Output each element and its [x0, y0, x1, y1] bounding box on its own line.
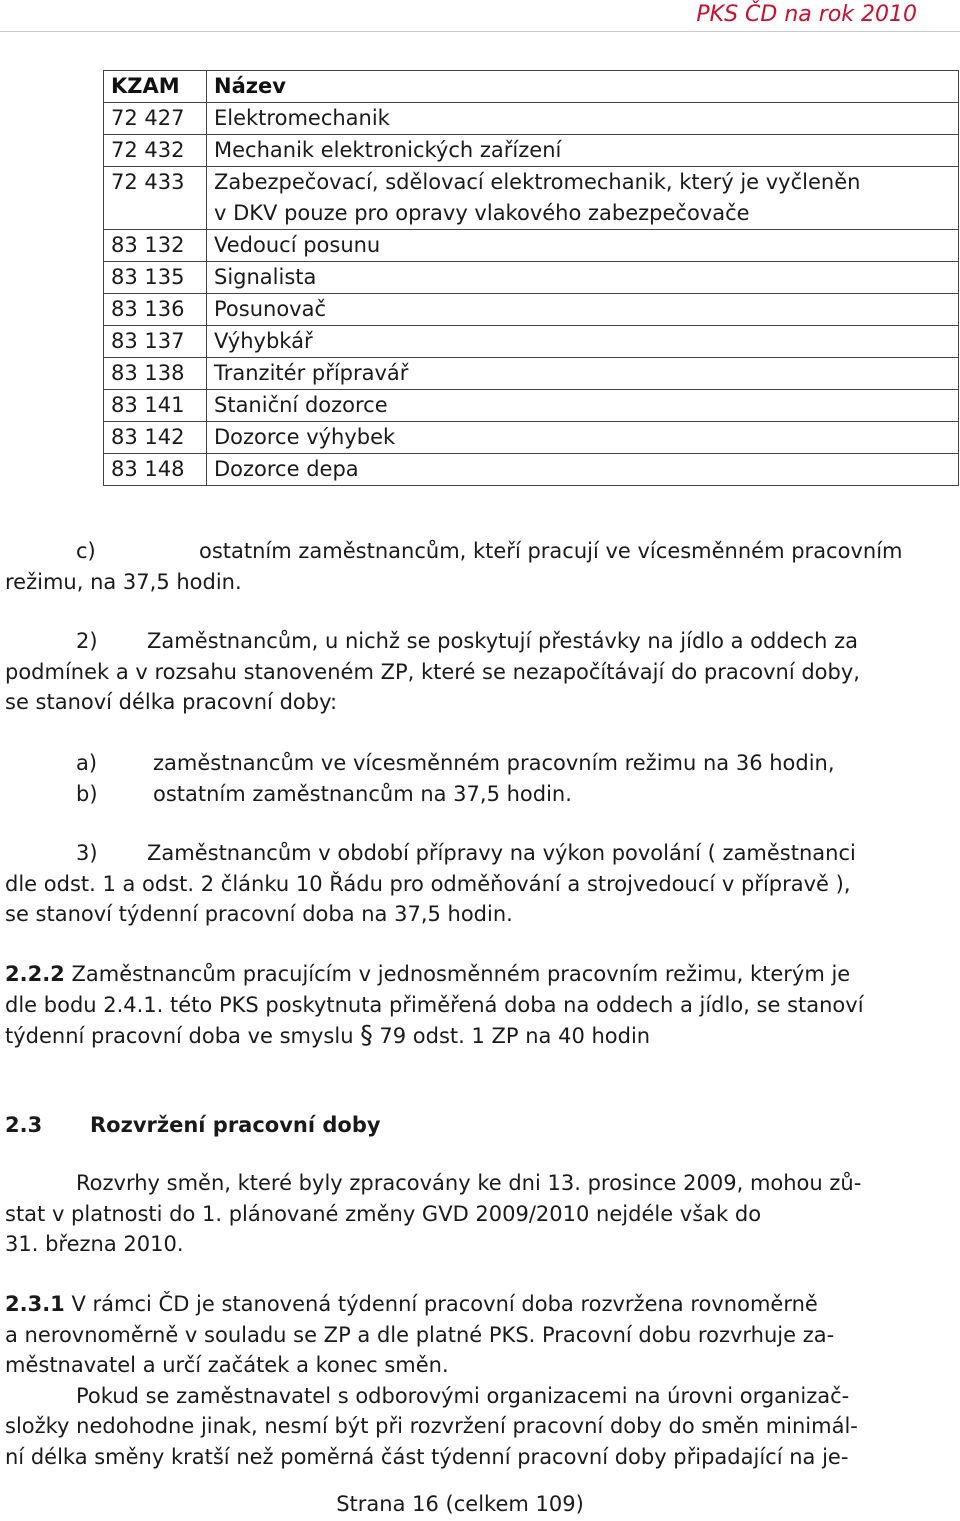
- a-label: a): [76, 751, 98, 775]
- s231-line5: složky nedohodne jinak, nesmí být při rozvržení pracovní doby do směn minimál-: [5, 1414, 858, 1438]
- cell-name: Vedoucí posunu: [207, 230, 959, 262]
- b-label: b): [76, 781, 98, 806]
- paragraph-c: [5, 536, 902, 597]
- cell-code: 83 148: [104, 454, 207, 486]
- cell-code: 72 433: [104, 167, 207, 230]
- cell-code: 83 142: [104, 422, 207, 454]
- cell-code: 83 141: [104, 390, 207, 422]
- cell-name: Elektromechanik: [207, 103, 959, 135]
- s23-number: 2.3: [5, 1113, 43, 1137]
- cell-name: [207, 167, 959, 230]
- c-line1: ostatním zaměstnancům, kteří pracují ve vícesměnném pracovním: [199, 539, 903, 563]
- table-row: [104, 262, 959, 294]
- table-row: [104, 230, 959, 262]
- p3-label: 3): [76, 841, 98, 865]
- s231-line3: městnavatel a určí začátek a konec směn.: [5, 1353, 449, 1377]
- page-header: [0, 0, 960, 30]
- cell-code: 83 132: [104, 230, 207, 262]
- table-row: [104, 135, 959, 167]
- c-label: c): [76, 539, 96, 563]
- a-text: zaměstnancům ve vícesměnném pracovním režimu na 36 hodin,: [153, 751, 835, 775]
- p2-line3: se stanoví délka pracovní doby:: [5, 690, 338, 714]
- header-divider: [0, 31, 960, 32]
- paragraph-2: [5, 626, 860, 718]
- s231-line6: ní délka směny kratší než poměrná část týdenní pracovní doby připadající na je-: [5, 1444, 849, 1469]
- table-row: [104, 454, 959, 486]
- column-header-kzam: KZAM: [104, 71, 207, 103]
- s23-line3: 31. března 2010.: [5, 1232, 184, 1256]
- section-2-3-text: [5, 1168, 861, 1260]
- table-header-row: [104, 71, 959, 103]
- table-row: [104, 294, 959, 326]
- cell-name: Dozorce depa: [207, 454, 959, 486]
- s222-number: 2.2.2: [5, 962, 65, 986]
- table-row: [104, 422, 959, 454]
- table-row: [104, 103, 959, 135]
- p2-label: 2): [76, 629, 98, 653]
- paragraph-3: [5, 838, 856, 930]
- s222-line2: dle bodu 2.4.1. této PKS poskytnuta přiměřená doba na oddech a jídlo, se stanoví: [5, 992, 864, 1017]
- cell-name-line1: Zabezpečovací, sdělovací elektromechanik, který je vyčleněn: [214, 170, 861, 194]
- cell-code: 83 138: [104, 358, 207, 390]
- cell-code: 72 427: [104, 103, 207, 135]
- s231-line2: a nerovnoměrně v souladu se ZP a dle platné PKS. Pracovní dobu rozvrhuje za-: [5, 1322, 835, 1347]
- p2-line2: podmínek a v rozsahu stanoveném ZP, které se nezapočítávají do pracovní doby,: [5, 659, 860, 684]
- column-header-nazev: Název: [207, 71, 959, 103]
- table-row: [104, 167, 959, 230]
- cell-name: Staniční dozorce: [207, 390, 959, 422]
- s222-line3a: týdenní pracovní doba ve smyslu: [5, 1024, 354, 1048]
- s23-line1: Rozvrhy směn, které byly zpracovány ke dni 13. prosince 2009, mohou zů-: [76, 1171, 862, 1195]
- b-text: ostatním zaměstnancům na 37,5 hodin.: [153, 781, 572, 806]
- s231-line4: Pokud se zaměstnavatel s odborovými organizacemi na úrovni organizač-: [76, 1383, 850, 1408]
- section-2-3-heading: [5, 1110, 381, 1141]
- header-title: PKS ČD na rok 2010: [696, 2, 917, 27]
- cell-name: Signalista: [207, 262, 959, 294]
- section-2-2-2: [5, 959, 864, 1052]
- s231-number: 2.3.1: [5, 1292, 65, 1316]
- cell-name: Mechanik elektronických zařízení: [207, 135, 959, 167]
- cell-code: 72 432: [104, 135, 207, 167]
- c-line2: režimu, na 37,5 hodin.: [5, 569, 242, 594]
- table-row: [104, 358, 959, 390]
- kzam-table: [103, 70, 959, 486]
- table-row: [104, 326, 959, 358]
- p2-line1: Zaměstnancům, u nichž se poskytují přestávky na jídlo a oddech za: [147, 629, 859, 653]
- section-2-3-1: [5, 1289, 858, 1472]
- page-number: Strana 16 (celkem 109): [336, 1492, 584, 1516]
- cell-code: 83 135: [104, 262, 207, 294]
- p3-line2: dle odst. 1 a odst. 2 článku 10 Řádu pro odměňování a strojvedoucí v přípravě ),: [5, 871, 851, 896]
- cell-name: Tranzitér přípravář: [207, 358, 959, 390]
- s231-line1: V rámci ČD je stanovená týdenní pracovní doba rozvržena rovnoměrně: [71, 1292, 818, 1316]
- s222-line3b: 79 odst. 1 ZP na 40 hodin: [379, 1024, 651, 1048]
- cell-name: Posunovač: [207, 294, 959, 326]
- p3-line1: Zaměstnancům v období přípravy na výkon povolání ( zaměstnanci: [147, 841, 856, 865]
- cell-name: Dozorce výhybek: [207, 422, 959, 454]
- s222-line1: Zaměstnancům pracujícím v jednosměnném pracovním režimu, kterým je: [71, 962, 851, 986]
- s23-title: Rozvržení pracovní doby: [90, 1113, 381, 1137]
- list-ab: [5, 748, 835, 809]
- table-row: [104, 390, 959, 422]
- cell-code: 83 137: [104, 326, 207, 358]
- section-sign: §: [360, 1020, 373, 1049]
- s23-line2: stat v platnosti do 1. plánované změny GVD 2009/2010 nejdéle však do: [5, 1201, 762, 1226]
- cell-name-line2: v DKV pouze pro opravy vlakového zabezpečovače: [214, 201, 750, 225]
- cell-code: 83 136: [104, 294, 207, 326]
- p3-line3: se stanoví týdenní pracovní doba na 37,5 hodin.: [5, 902, 513, 926]
- cell-name: Výhybkář: [207, 326, 959, 358]
